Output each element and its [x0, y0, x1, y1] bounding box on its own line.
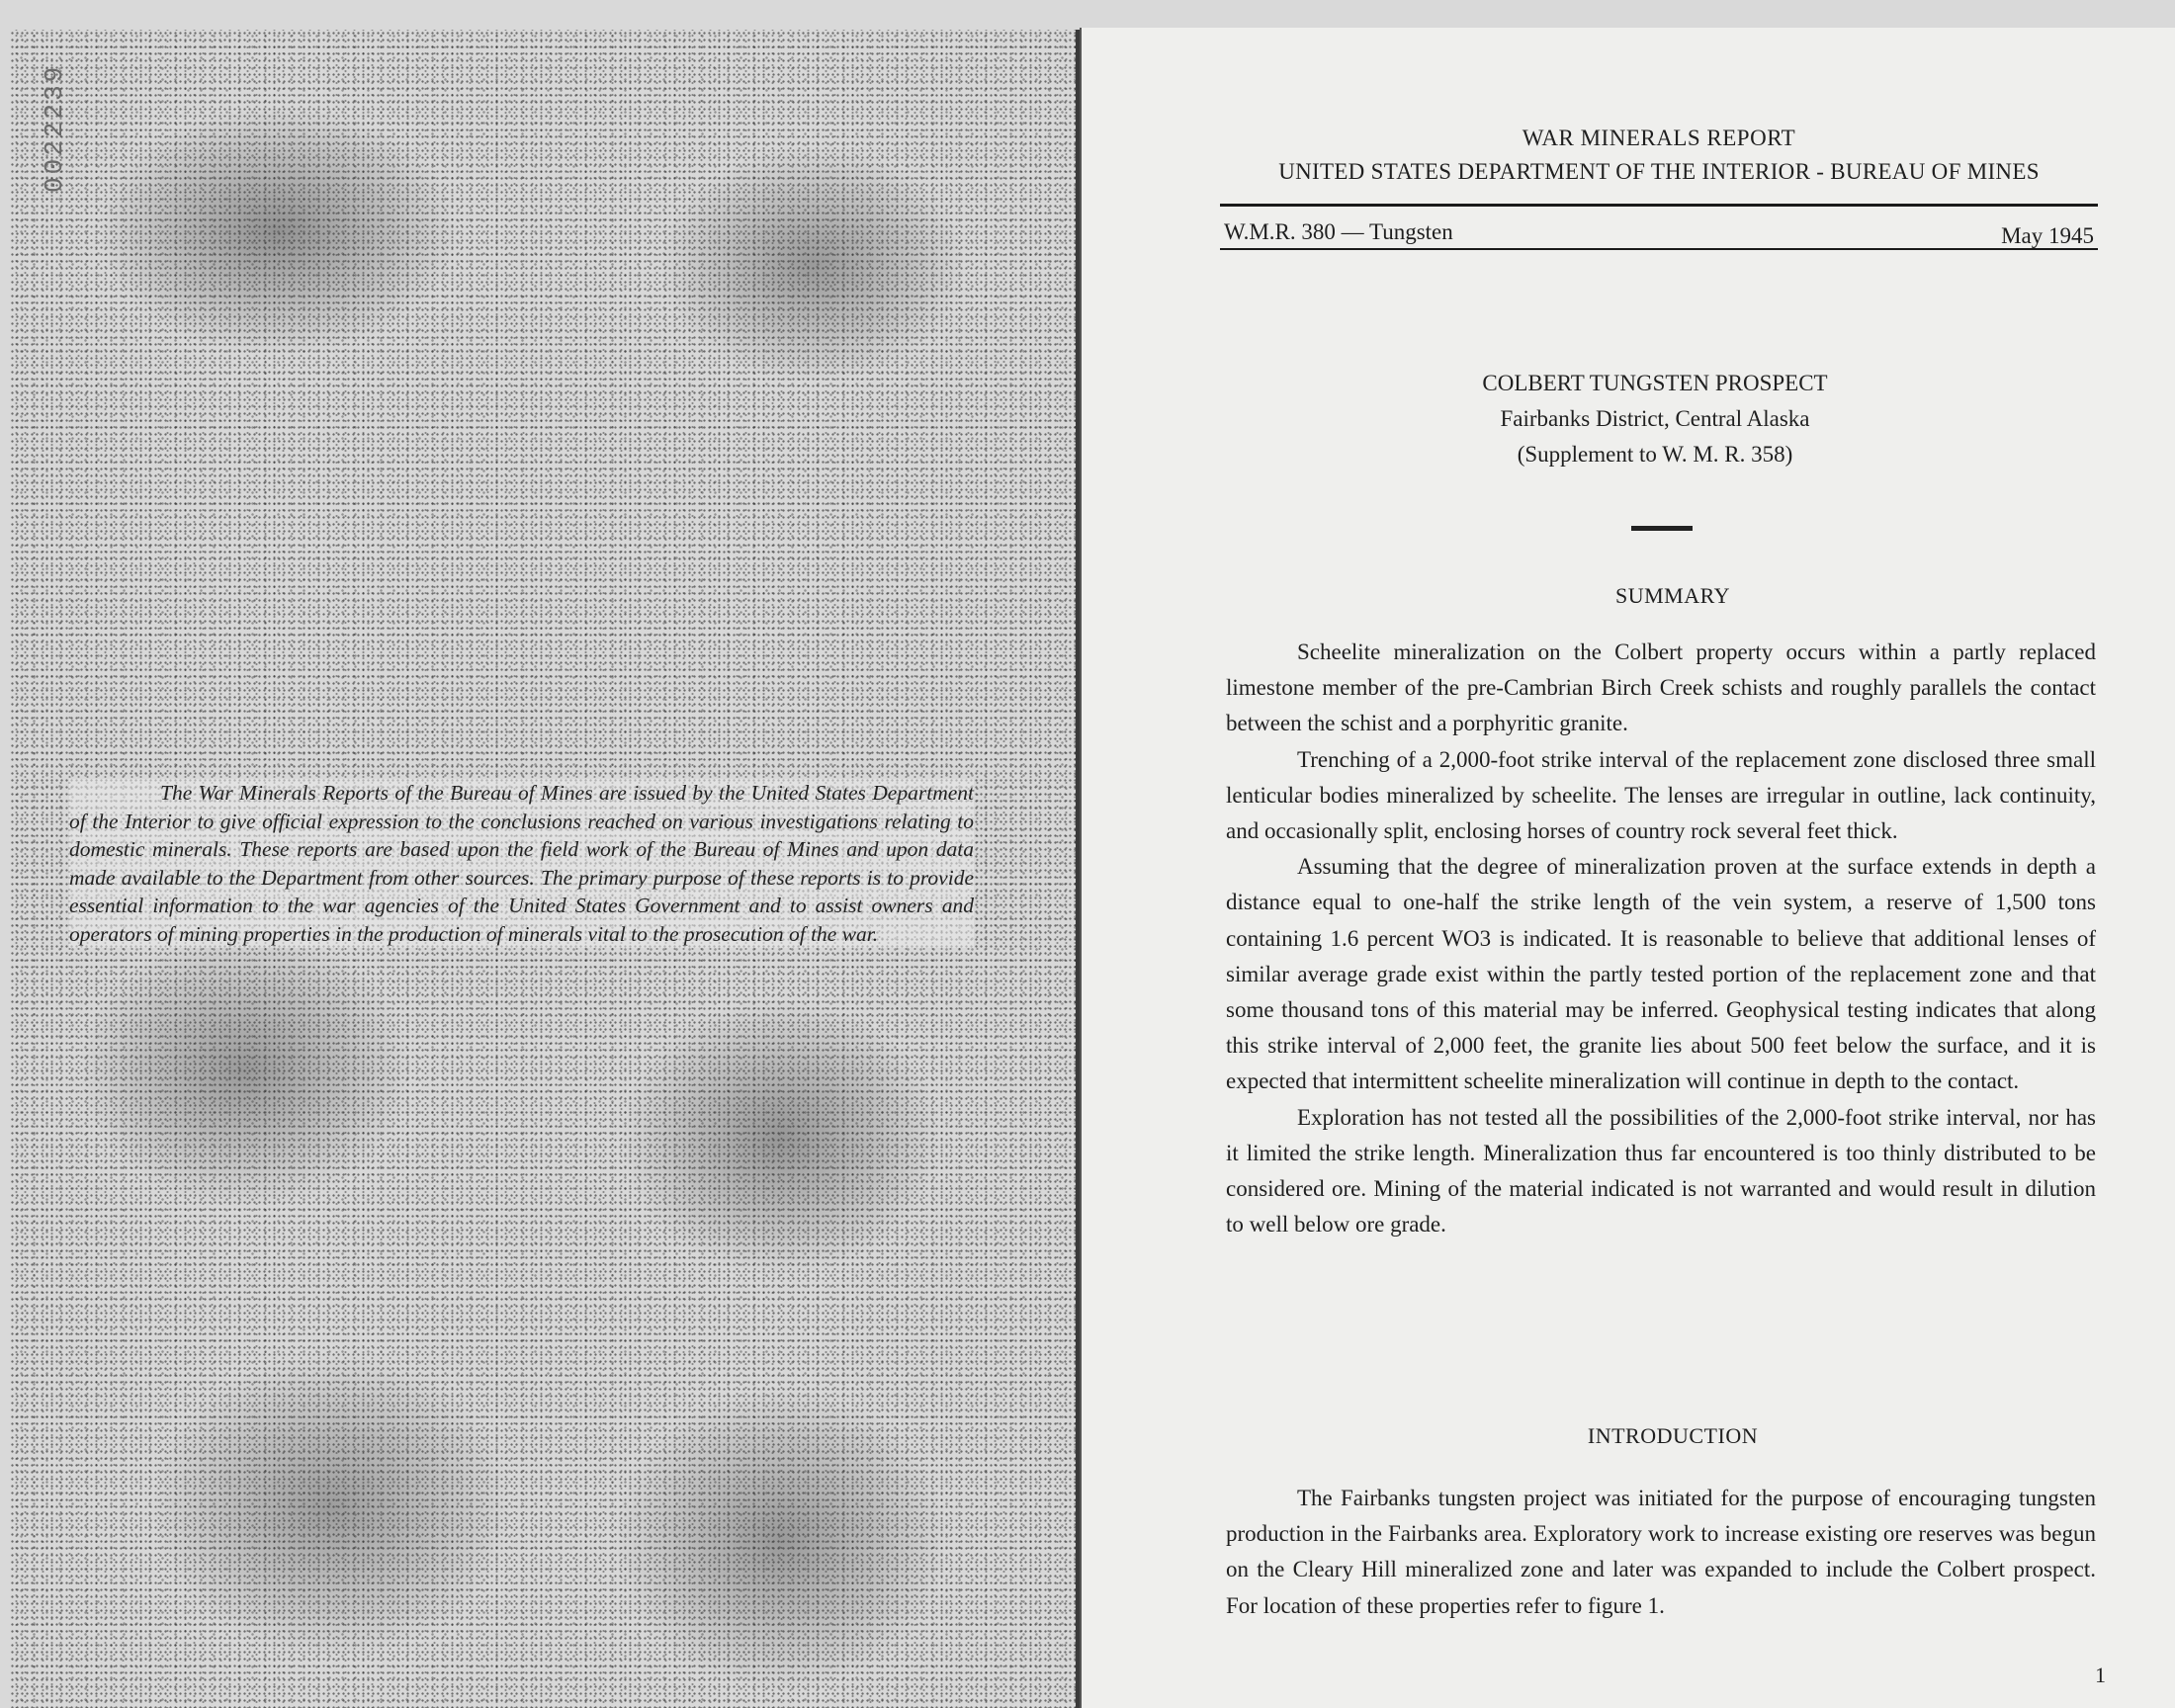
- document-supplement: (Supplement to W. M. R. 358): [1517, 442, 1793, 467]
- header-rule-bottom: [1220, 248, 2098, 250]
- right-page: [1080, 28, 2175, 1708]
- introduction-paragraph: The Fairbanks tungsten project was initiated for the purpose of encouraging tungsten production in the Fairbanks area. Exploratory work to increase existing ore reserves was begun on the Cleary Hill mineralized zone and later was expanded to include the Colbert prospect. For location of these properties refer to figure 1.: [1226, 1486, 2096, 1618]
- department-line: UNITED STATES DEPARTMENT OF THE INTERIOR - BUREAU OF MINES: [1278, 159, 2040, 184]
- summary-paragraph: Trenching of a 2,000-foot strike interval of the replacement zone disclosed three small lenticular bodies mineralized by scheelite. The lenses are irregular in outline, lack continuity, and occasionally split, enclosing horses of country rock several feet thick.: [1226, 746, 2096, 844]
- summary-paragraph: Assuming that the degree of mineralization proven at the surface extends in depth a distance equal to one-half the strike length of the vein system, a reserve of 1,500 tons containing 1.6 percent WO3 is indicated. It is reasonable to believe that additional lenses of similar average grade exist within the partly tested portion of the replacement zone and that some thousand tons of this material may be inferred. Geophysical testing indicates that along this strike interval of 2,000 feet, the granite lies about 500 feet below the surface, and it is expected that intermittent scheelite mineralization will continue in depth to the contact.: [1226, 854, 2096, 1094]
- header-rule-top: [1220, 204, 2098, 207]
- disclaimer-paragraph: The War Minerals Reports of the Bureau of Mines are issued by the United States Department of the Interior to give official expression to the conclusions reached on various investigations relating to domestic minerals. These reports are based upon the field work of the Bureau of Mines and upon data made available to the Department from other sources. The primary purpose of these reports is to provide essential information to the war agencies of the United States Government and to assist owners and operators of mining properties in the production of minerals vital to the prosecution of the war.: [69, 779, 974, 948]
- report-number: W.M.R. 380 — Tungsten: [1224, 219, 1453, 244]
- accession-number: 0022239: [40, 63, 69, 193]
- document-title: COLBERT TUNGSTEN PROSPECT: [1482, 371, 1828, 395]
- page-number: 1: [2095, 1663, 2106, 1687]
- issue-date: May 1945: [2001, 223, 2094, 248]
- summary-heading: SUMMARY: [1615, 583, 1730, 608]
- introduction-body: [1226, 1481, 2096, 1624]
- summary-body: [1226, 635, 2096, 1242]
- report-series-title: WAR MINERALS REPORT: [1522, 126, 1796, 150]
- document-district: Fairbanks District, Central Alaska: [1500, 406, 1810, 431]
- title-separator-dash: [1631, 526, 1693, 531]
- document-title-block: [1358, 366, 1952, 472]
- summary-paragraph: Scheelite mineralization on the Colbert property occurs within a partly replaced limestone member of the pre-Cambrian Birch Creek schists and roughly parallels the contact between the schist and a porphyritic granite.: [1226, 640, 2096, 736]
- introduction-heading: INTRODUCTION: [1587, 1423, 1759, 1448]
- report-header: [1220, 122, 2098, 189]
- summary-paragraph: Exploration has not tested all the possibilities of the 2,000-foot strike interval, nor has it limited the strike length. Mineralization thus far encountered is too thinly distributed to be considered ore. Mining of the material indicated is not warranted and would result in dilution to well below ore grade.: [1226, 1104, 2096, 1238]
- left-page: [10, 30, 1080, 1708]
- issue-line: [1224, 217, 2094, 247]
